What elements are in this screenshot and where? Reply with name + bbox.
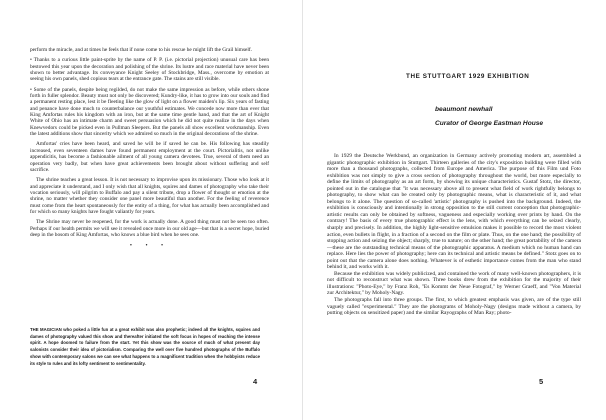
caption-lead: THE MAGICIAN — [30, 327, 62, 332]
left-paragraph-1: perform the miracle, and at times he feels that if none come to his rescue he might lift the Grail himself. — [30, 47, 252, 53]
left-paragraph-3: • Some of the panels, despite being regilded, do not make the same impression as before, while others shone forth in fuller splendor. Beauty must not only be discovered; Kundry-like, it has to grow into our souls and find a permanent resting place, lest it be fleeting like the glow of light on a flower maiden's lip. Six years of fasting and penance have done much to counterbalance our youthful estimates. We concede now more than ever that King Amfortas rules his kingdom with an iron, but at the same time gentle hand, and that the art of Knight White of Ohio has an intimate charm and sweet persuasion which he did not quite realize in the days when Knewvedors could be picked even in Pullman Sleepers. But the panels all show excellent workmanship. Even the latest additions show that sincerity which we admired so much in the original decorations of the shrine. — [30, 86, 269, 138]
caption-text: who poked a little fun at a great exhibit was also prophetic; indeed all the knights, squires and dames of photography valued this show and thereafter initiated the soft focus in hopes of reaching the intense spirit. A hope doomed to failure from the start. Yet this show was the source of much of what present day salonists consider their idea of pictorialism. Comparing the well over five hundred photographs of the Buffalo show with contemporary salons we can see what happens to a magnificent tradition when the hobbyists reduce its style to rules and its lofty sentiment to sentimentality. — [30, 327, 260, 366]
right-page-number: 5 — [539, 377, 544, 386]
right-paragraph-3: The photographs fall into three groups. The first, to which greatest emphasis was given, are of the type still vaguely called "experimental." They are the photograms of Moholy-Nagy (designs made without a camera, by putting objects on sensitized paper) and the similar Rayographs of Man Ray; photo- — [327, 297, 581, 317]
right-page — [303, 0, 606, 420]
section-break-stars: • • • — [129, 243, 170, 250]
left-paragraph-6: The Shrine may never be reopened, for the work is actually done. A good thing must not be seen too often. Perhaps if our health permits we will see it revealed once more in our old age—but that is a secret hope, buried deep in the bosom of King Amfortas, who knows a blue bird when he sees one. — [30, 219, 269, 238]
left-page-number: 4 — [253, 377, 258, 386]
right-paragraph-1: In 1929 the Deutsche Werkbund, an organization in Germany actively promoting modern art, assembled a gigantic photographic exhibition in Stuttgart. Thirteen galleries of the city's exposition building were filled with more than a thousand photographs, collected from Europe and America. The purpose of this Film und Foto exhibition was not simply to give a cross section of photography throughout the world, but more especially to define the limits of photography as an art form, by showing its unique characteristics. Gustaf Stotz, the director, pointed out in the catalogue that "it was necessary above all to present what field of work rightfully belongs to photography, to show what can be created only by photographic means, what is characteristic of it, and what belongs to it alone. The question of so-called 'artistic' photography is pushed into the background. Indeed, the exhibition is consciously and intentionally in strong opposition to the still current conception that photographic-artistic results can only be obtained by softness, vagueness and especially working over prints by hand. On the contrary! The basis of every true photographic effect is the lens, with which everything can be seized clearly, sharply and precisely. In addition, the highly light-sensitive emulsion makes it possible to record the most violent action, even bullets in flight, in a fraction of a second on the film or plate. Thus, on the one hand; the possibility of stopping action and seizing the object; sharply, true to nature; on the other hand; the great portability of the camera—these are the outstanding technical means of the photographic apparatus. A medium which no human hand can replace. Here lies the power of photography; here can its technical and artistic means be defined." Stotz goes on to point out that the camera alone does nothing. Whatever is of esthetic importance comes from the man who stand behind it, and works with it. — [327, 153, 581, 271]
magician-caption — [30, 327, 260, 367]
right-paragraph-2: Because the exhibition was widely publicized, and contained the work of many well-known photographers, it is not difficult to reconstruct what was shown. Three books drew from the exhibition for the majority of their illustrations: "Photo-Eye," by Franz Roh, "Es Kommt der Neue Fotograf," by Werner Graeff, and "Von Material zur Architektur," by Moholy-Nagy. — [327, 270, 581, 297]
article-title: THE STUTTGART 1929 EXHIBITION — [406, 73, 530, 80]
left-paragraph-2: • Thanks to a curious little paint-sprite by the name of P. P. (i.e. pictorial projection) unusual care has been bestowed this year upon the decoration and polishing of the shrine. Its lustre and race material have never been shown to better advantage. Its conveyance Knight Seeley of Stockbridge, Mass., overcome by emotion at seeing his own panels, shed copious tears at the entrance gate. The stains are still visible. — [30, 57, 269, 83]
article-author: beaumont newhall — [435, 106, 493, 113]
right-page-text — [327, 153, 581, 317]
left-page-text — [30, 47, 269, 257]
left-paragraph-4: Amfortas' cries have been heard, and saved he will be if saved he can be. His following has steadily increased, even seventeen dames have found permanent employment at the court. Pictorialitis, not unlike appendicitis, has become a fashionable ailment of all young camera devotees. True, several of them need an operation very badly, but when have great achievements been brought about without suffering and self sacrifice. — [30, 141, 269, 173]
left-paragraph-5: The shrine teaches a great lesson. It is not necessary to improvise upon its missionary. Those who look at it and appreciate it understand, and I only wish that all knights, squires and dames of photography who take their vocation seriously, will pilgrim to Buffalo and pay a silent tribute, drop a flower of thought or emotion at the shrine, no matter whether they consider one panel more beautiful than another. For the feeling of reverence must come from the heart spontaneously for the entity of a thing, for what has actually been accomplished and for which so many knights have fought valiantly for years. — [30, 177, 269, 215]
author-affiliation: Curator of George Eastman House — [435, 120, 544, 127]
